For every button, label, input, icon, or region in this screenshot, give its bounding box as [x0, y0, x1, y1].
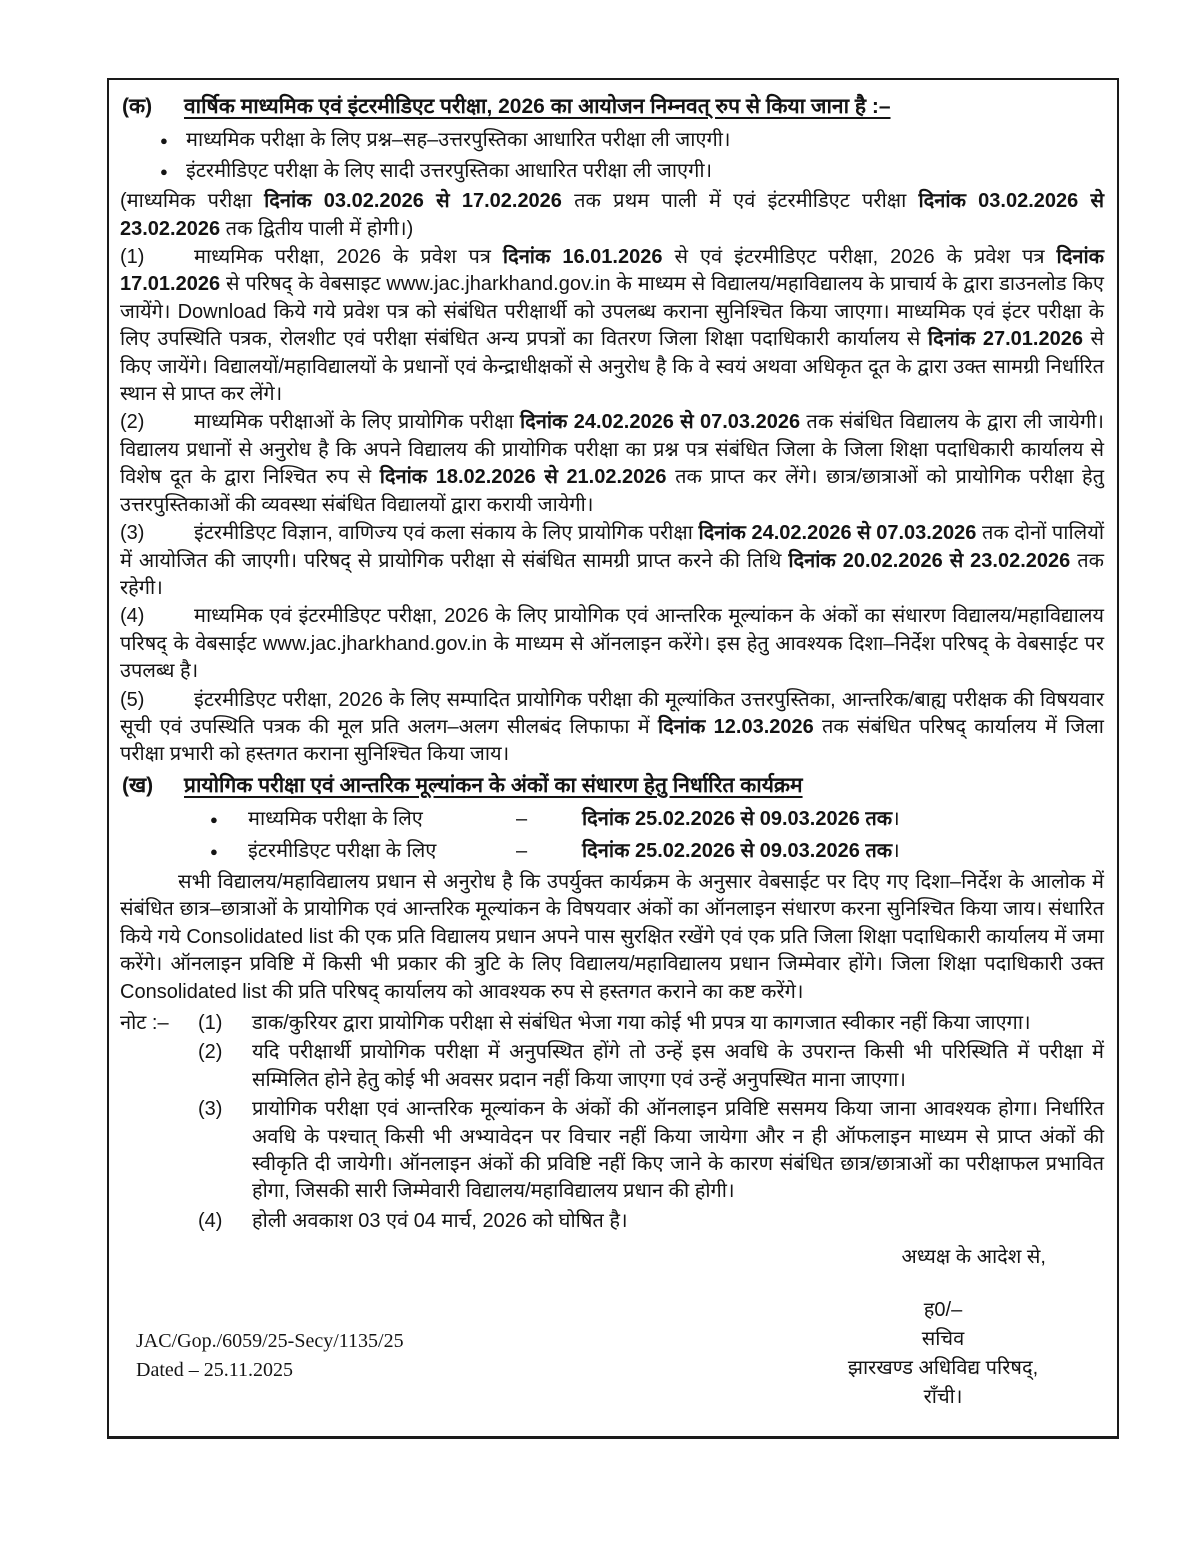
schedule-dates — [582, 838, 900, 865]
text-run: तक द्वितीय पाली में होगी।) — [220, 217, 414, 240]
note-text: डाक/कुरियर द्वारा प्रायोगिक परीक्षा से संबंधित भेजा गया कोई भी प्रपत्र या कागजात स्वीकार नहीं किया जाएगा। — [252, 1012, 1031, 1034]
item-text — [120, 522, 1104, 599]
item-text — [120, 689, 1104, 766]
bullet-icon: ● — [210, 843, 218, 859]
exam-shift-note — [120, 188, 1104, 243]
bold-date-text: दिनांक 17.01.2026 — [120, 246, 1104, 296]
section-ka-heading: वार्षिक माध्यमिक एवं इंटरमीडिएट परीक्षा, 2026 का आयोजन निम्नवत् रुप से किया जाना है :– — [184, 95, 891, 118]
list-item — [160, 158, 1104, 185]
bold-date-text: दिनांक 12.03.2026 — [657, 715, 814, 738]
schedule-row — [210, 838, 1104, 865]
text-run: माध्यमिक एवं इंटरमीडिएट परीक्षा, 2026 के लिए प्रायोगिक एवं आन्तरिक मूल्यांकन के अंकों का संधारण विद्यालय/महाविद्यालय परिषद् के वेबसाईट www.jac.jharkhand.gov.in के माध्यम से ऑनलाइन करेंगे। इस हेतु आवश्यक दिशा–निर्देश परिषद् के वेबसाईट पर उपलब्ध है। — [120, 605, 1104, 683]
bold-date-text: दिनांक 20.02.2026 से 23.02.2026 — [788, 549, 1071, 572]
note-text: यदि परीक्षार्थी प्रायोगिक परीक्षा में अनुपस्थित होंगे तो उन्हें इस अवधि के उपरान्त किसी भी परिस्थिति में परीक्षा में सम्मिलित होने हेतु कोई भी अवसर प्रदान नहीं किया जाएगा एवं उन्हें अनुपस्थित माना जाएगा। — [252, 1041, 1104, 1091]
text-run: माध्यमिक परीक्षाओं के लिए प्रायोगिक परीक्षा — [194, 411, 520, 434]
text-run: तक प्रथम पाली में एवं इंटरमीडिएट परीक्षा — [561, 190, 919, 213]
section-ka-label: (क) — [122, 95, 153, 118]
footer-row — [120, 1296, 1104, 1412]
text-run: माध्यमिक परीक्षा, 2026 के प्रवेश पत्र — [194, 246, 503, 269]
note-number: (4) — [198, 1209, 223, 1232]
para-item-1 — [120, 244, 1104, 408]
item-number: (4) — [120, 605, 145, 628]
note-text: होली अवकाश 03 एवं 04 मार्च, 2026 को घोषित है। — [252, 1209, 628, 1232]
text-run: तक संबंधित विद्यालय के द्वारा ली जायेगी। विद्यालय प्रधानों से अनुरोध है कि अपने विद्यालय की प्रायोगिक परीक्षा का प्रश्न पत्र संबंधित जिला के जिला शिक्षा पदाधिकारी कार्यालय से विशेष दूत के द्वारा निश्चित रुप से — [120, 411, 1104, 489]
text-run: से एवं इंटरमीडिएट परीक्षा, 2026 के प्रवेश पत्र — [662, 246, 1057, 269]
section-ka-heading-row — [122, 93, 1104, 120]
memo-date: Dated – 25.11.2025 — [136, 1358, 294, 1381]
text-run: इंटरमीडिएट विज्ञान, वाणिज्य एवं कला संकाय के लिए प्रायोगिक परीक्षा — [194, 522, 699, 545]
para-item-3 — [120, 520, 1104, 602]
section-kha-heading-row — [122, 772, 1104, 799]
text-run: इंटरमीडिएट परीक्षा, 2026 के लिए सम्पादित प्रायोगिक परीक्षा की मूल्यांकित उत्तरपुस्तिका, आन्तरिक/बाह्य परीक्षक की विषयवार सूची एवं उपस्थिति पत्रक की मूल प्रति अलग–अलग सीलबंद लिफाफा में — [120, 688, 1104, 738]
note-items — [198, 1010, 1104, 1237]
item-text — [120, 605, 1104, 682]
bold-date-text: दिनांक 24.02.2026 से 07.03.2026 — [519, 411, 801, 434]
note-item-3 — [198, 1096, 1104, 1206]
note-number: (2) — [198, 1041, 223, 1064]
bold-date-text: दिनांक 25.02.2026 से 09.03.2026 तक — [582, 808, 893, 831]
text-run: सभी विद्यालय/महाविद्यालय प्रधान से अनुरोध है कि उपर्युक्त कार्यक्रम के अनुसार वेबसाईट पर दिए गए दिशा–निर्देश के आलोक में संबंधित छात्र–छात्राओं के प्रायोगिक एवं आन्तरिक मूल्यांकन के विषयवार अंकों का ऑनलाइन संधारण करना सुनिश्चित किया जाय। संधारित किये गये Consolidated list की एक प्रति विद्यालय प्रधान अपने पास सुरक्षित रखेंगे एवं एक प्रति जिला शिक्षा पदाधिकारी कार्यालय में जमा करेंगे। ऑनलाइन प्रविष्टि में किसी भी प्रकार की त्रुटि के लिए विद्यालय/महाविद्यालय प्रधान जिम्मेवार होंगे। जिला शिक्षा पदाधिकारी उक्त Consolidated list की प्रति परिषद् कार्यालय को आवश्यक रुप से हस्तगत कराने का कष्ट करेंगे। — [120, 870, 1104, 1003]
bold-date-text: दिनांक 03.02.2026 से 17.02.2026 — [264, 190, 562, 213]
item-text — [120, 246, 1104, 405]
list-item — [160, 127, 1104, 154]
note-number: (1) — [198, 1012, 223, 1034]
item-number: (2) — [120, 411, 145, 434]
bullet-text: माध्यमिक परीक्षा के लिए प्रश्न–सह–उत्तरपुस्तिका आधारित परीक्षा ली जाएगी। — [186, 129, 731, 152]
para-item-2 — [120, 409, 1104, 519]
item-number: (5) — [120, 688, 145, 711]
text-run: से परिषद् के वेबसाइट www.jac.jharkhand.gov.in के माध्यम से विद्यालय/महाविद्यालय के प्राचार्य के द्वारा डाउनलोड किए जायेंगे। Download किये गये प्रवेश पत्र को संबंधित परीक्षार्थी को उपलब्ध कराना सुनिश्चित किया जाएगा। माध्यमिक एवं इंटर परीक्षा के लिए उपस्थिति पत्रक, रोलशीट एवं परीक्षा संबंधित अन्य प्रपत्रों का वितरण जिला शिक्षा पदाधिकारी कार्यालय से — [120, 273, 1104, 351]
item-number: (3) — [120, 522, 145, 545]
signoff-line: अध्यक्ष के आदेश से, — [901, 1246, 1046, 1269]
text-run: (माध्यमिक परीक्षा — [120, 190, 265, 213]
item-text — [120, 411, 1104, 515]
notice-border-box — [107, 78, 1119, 1439]
text-run: तक संबंधित परिषद् कार्यालय में जिला परीक्षा प्रभारी को हस्तगत कराना सुनिश्चित किया जाय। — [120, 715, 1104, 766]
bold-date-text: दिनांक 18.02.2026 से 21.02.2026 — [379, 466, 667, 489]
signature-block — [808, 1296, 1078, 1412]
schedule-dash: – — [516, 839, 528, 862]
note-text: प्रायोगिक परीक्षा एवं आन्तरिक मूल्यांकन के अंकों की ऑनलाइन प्रविष्टि ससमय किया जाना आवश्यक होगा। निर्धारित अवधि के पश्चात् किसी भी अभ्यावेदन पर विचार नहीं किया जायेगा और न ही ऑफलाइन माध्यम से प्राप्त अंकों की स्वीकृति दी जायेगी। ऑनलाइन अंकों की प्रविष्टि नहीं किए जाने के कारण संबंधित छात्र/छात्राओं का परीक्षाफल प्रभावित होगा, जिसकी सारी जिम्मेवारी विद्यालय/महाविद्यालय प्रधान की होगी। — [252, 1098, 1104, 1203]
note-item-4 — [198, 1208, 1104, 1235]
para-item-5 — [120, 687, 1104, 769]
text-run: तक दोनों पालियों में आयोजित की जाएगी। परिषद् से प्रायोगिक परीक्षा से संबंधित सामग्री प्राप्त करने की तिथि — [120, 522, 1104, 572]
schedule-label: इंटरमीडिएट परीक्षा के लिए — [248, 839, 437, 862]
note-number: (3) — [198, 1098, 223, 1121]
schedule-dash: – — [516, 808, 528, 831]
reference-block — [136, 1327, 404, 1385]
schedule-dates — [582, 806, 900, 833]
text-run: । — [892, 808, 900, 831]
bold-date-text: दिनांक 16.01.2026 — [502, 246, 663, 269]
bullet-text: इंटरमीडिएट परीक्षा के लिए सादी उत्तरपुस्तिका आधारित परीक्षा ली जाएगी। — [186, 159, 713, 182]
note-label: नोट :– — [120, 1012, 169, 1034]
text-run: तक रहेगी। — [120, 549, 1104, 599]
signature-mark: ह0/– — [923, 1298, 963, 1321]
text-run: । — [892, 839, 900, 862]
section-kha-heading: प्रायोगिक परीक्षा एवं आन्तरिक मूल्यांकन के अंकों का संधारण हेतु निर्धारित कार्यक्रम — [184, 773, 803, 797]
bullet-icon: ● — [160, 163, 168, 179]
bold-date-text: दिनांक 27.01.2026 — [927, 328, 1083, 351]
signatory-designation: सचिव — [921, 1327, 965, 1350]
bold-date-text: दिनांक 03.02.2026 से 23.02.2026 — [120, 190, 1105, 240]
bullet-icon: ● — [160, 133, 168, 149]
bullet-icon: ● — [210, 812, 218, 828]
note-item-2 — [198, 1039, 1104, 1094]
signatory-organization: झारखण्ड अधिविद्य परिषद्, — [847, 1356, 1039, 1379]
para-item-4 — [120, 603, 1104, 685]
note-section — [120, 1010, 1104, 1237]
section-kha-label: (ख) — [122, 773, 154, 797]
item-number: (1) — [120, 246, 145, 269]
signatory-place: राँची। — [923, 1385, 963, 1408]
schedule-label: माध्यमिक परीक्षा के लिए — [248, 808, 423, 831]
memo-number: JAC/Gop./6059/25-Secy/1135/25 — [136, 1329, 404, 1352]
text-run: तक प्राप्त कर लेंगे। छात्र/छात्राओं को प्रायोगिक परीक्षा हेतु उत्तरपुस्तिकाओं की व्यवस्था संबंधित विद्यालयों द्वारा करायी जायेगी। — [120, 466, 1104, 516]
note-item-1 — [198, 1010, 1104, 1037]
bold-date-text: दिनांक 24.02.2026 से 07.03.2026 — [698, 522, 977, 545]
text-run: से किए जायेंगे। विद्यालयों/महाविद्यालयों के प्रधानों एवं केन्द्राधीक्षकों से अनुरोध है कि वे स्वयं अथवा अधिकृत दूत के द्वारा उक्त सामग्री निर्धारित स्थान से प्राप्त कर लेंगे। — [120, 328, 1104, 406]
para-request — [120, 869, 1104, 1006]
schedule-row — [210, 806, 1104, 833]
bold-date-text: दिनांक 25.02.2026 से 09.03.2026 तक — [582, 839, 893, 862]
